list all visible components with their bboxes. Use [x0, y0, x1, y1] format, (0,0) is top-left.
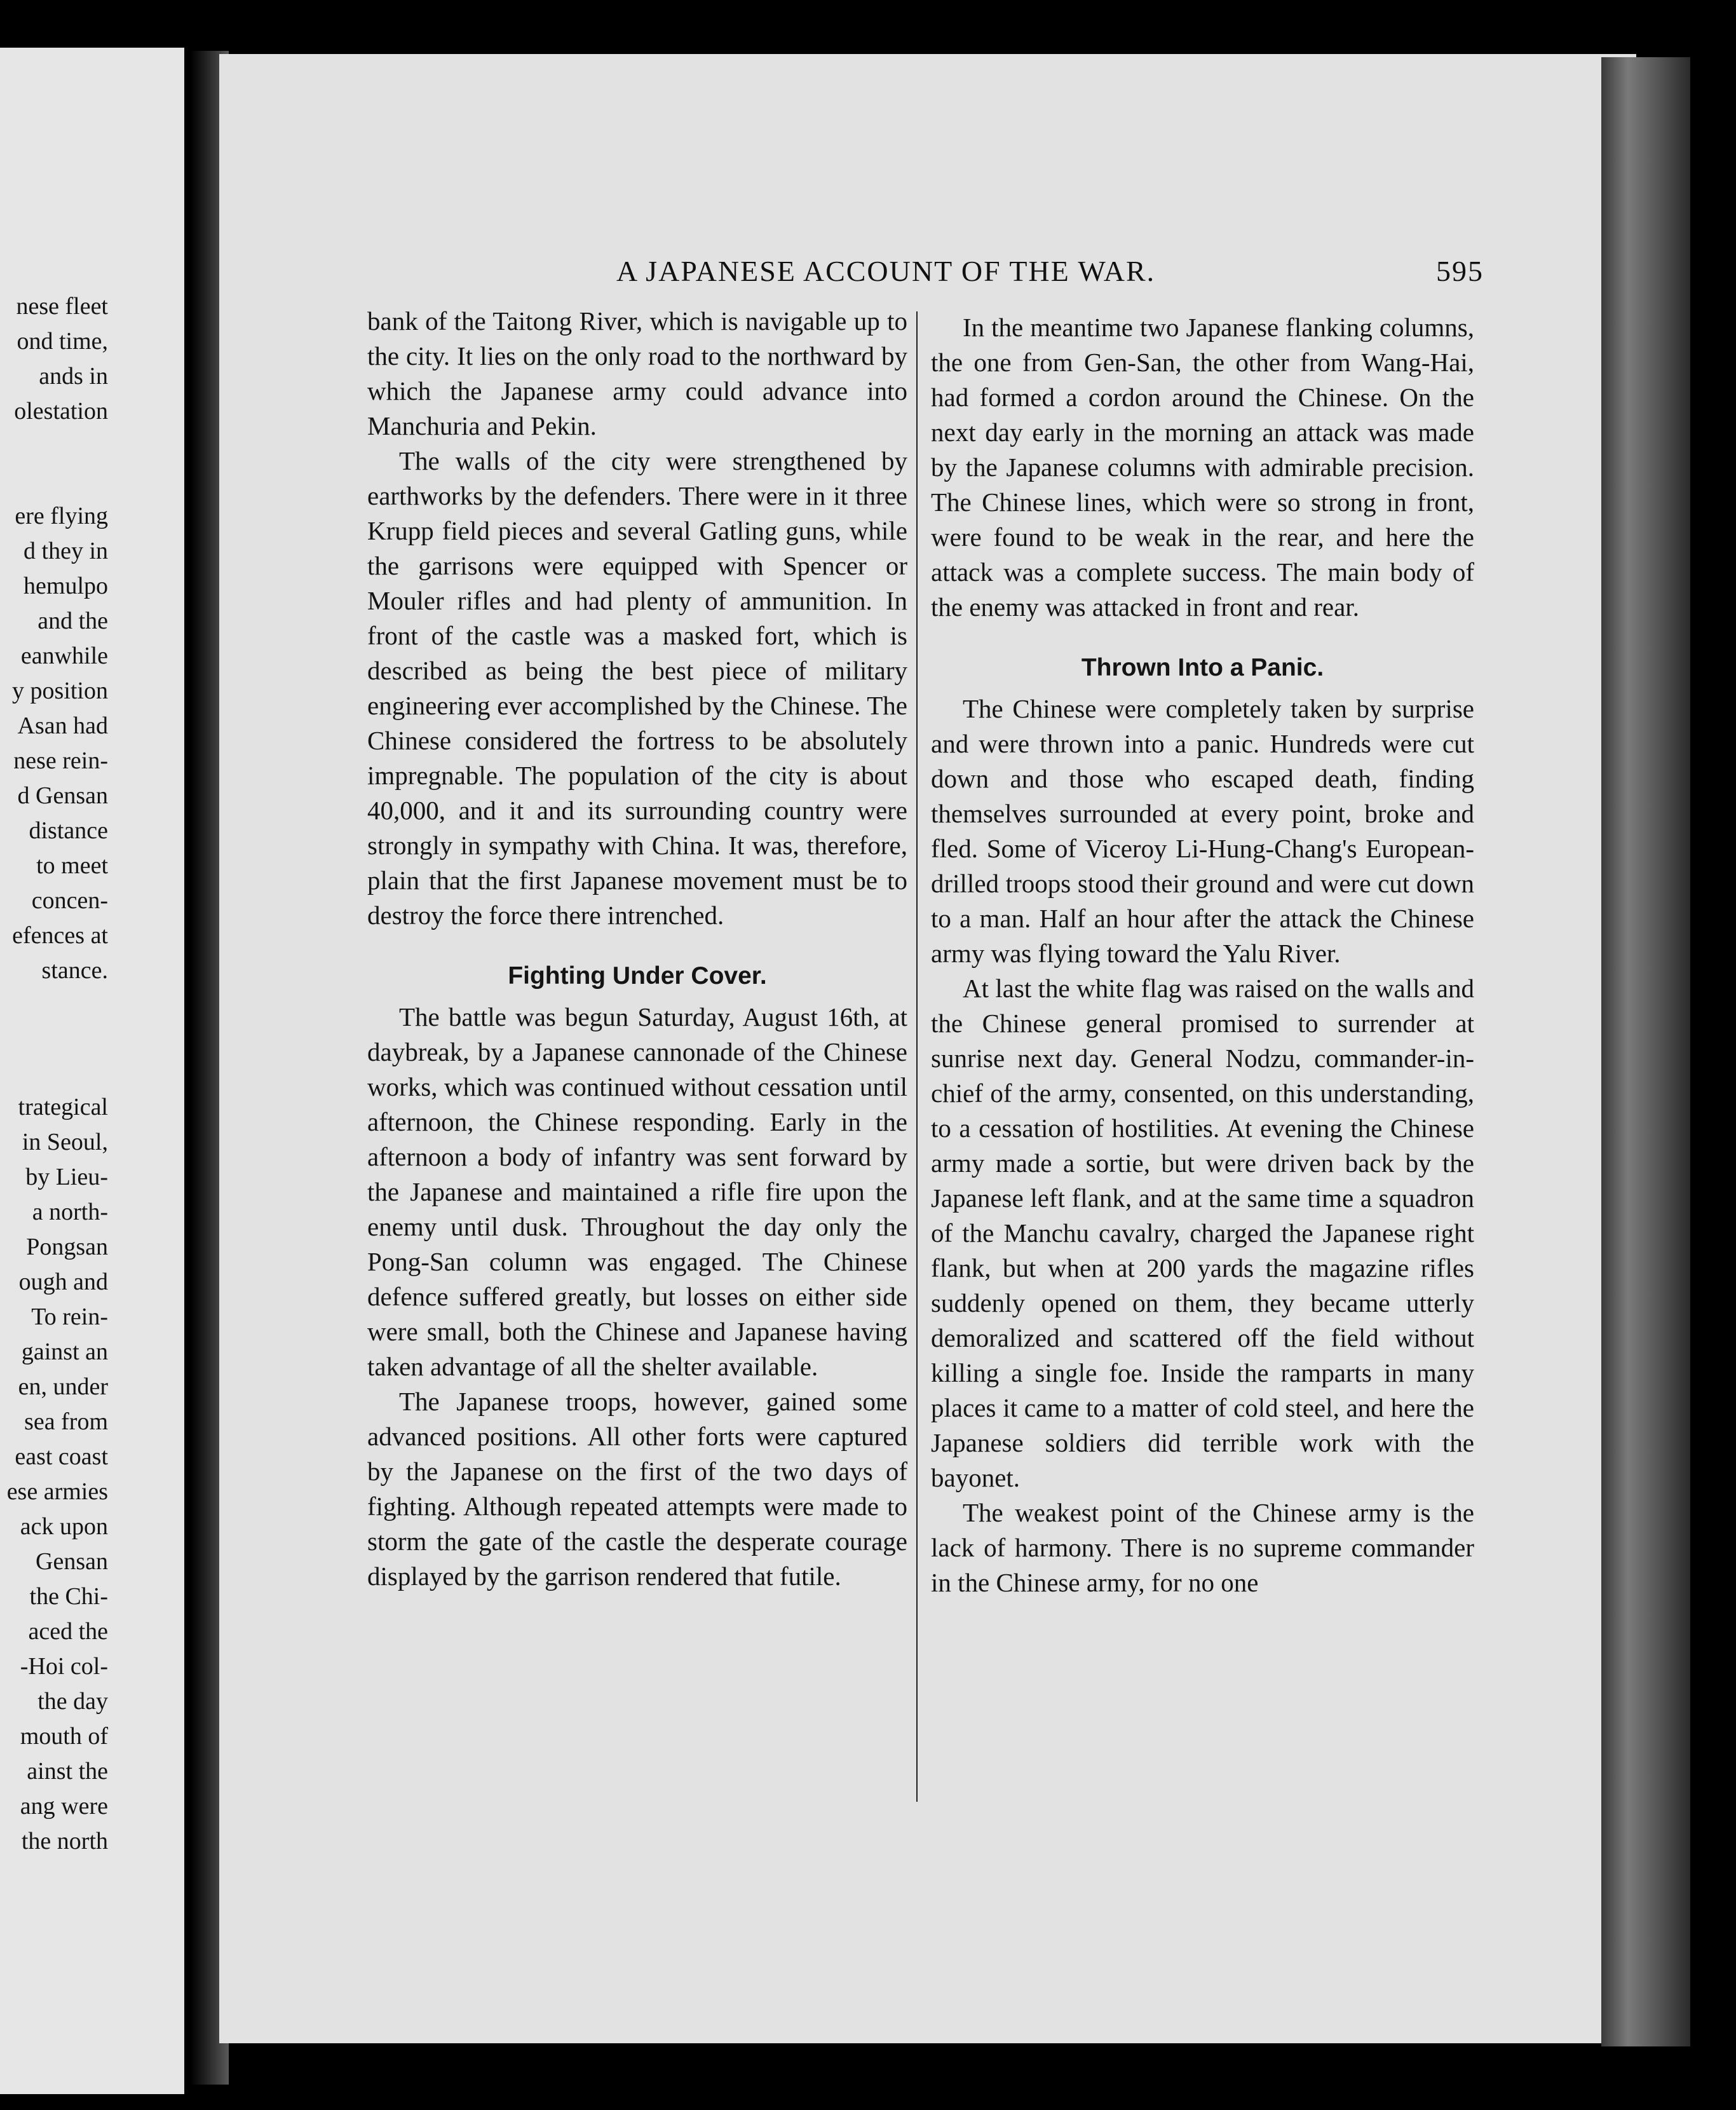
left-page-text: [0, 289, 108, 1859]
left-page-line: a north-: [32, 1199, 108, 1225]
column-divider: [916, 311, 918, 1802]
paragraph: The Japanese troops, however, gained some advanced positions. All other forts were captured by the Japanese on the first of the two days of fighting. Although repeated attempts were made to storm the gate of the castle the desperate courage displayed by the garrison rendered that futile.: [367, 1387, 907, 1591]
left-page-line: the Chi-: [29, 1583, 108, 1610]
left-page-line: to meet: [36, 852, 108, 879]
left-page-line: nese rein-: [13, 747, 108, 774]
left-page-line: Asan had: [17, 712, 108, 739]
paragraph: bank of the Taitong River, which is navigable up to the city. It lies on the only road to the northward by which the Japanese army could advance into Manchuria and Pekin.: [367, 306, 907, 440]
left-page-line: d they in: [24, 538, 108, 564]
paragraph: The Chinese were completely taken by surprise and were thrown into a panic. Hundreds were cut down and those who escaped death, finding themselves surrounded at every point, broke and fled. Some of Viceroy Li-Hung-Chang's European-drilled troops stood their ground and were cut down to a man. Half an hour after the attack the Chinese army was flying toward the Yalu River.: [931, 694, 1474, 968]
left-page-line: eanwhile: [20, 643, 108, 669]
left-page-line: -Hoi col-: [20, 1653, 108, 1680]
left-page-line: ough and: [18, 1269, 108, 1295]
left-page-line: en, under: [18, 1373, 108, 1400]
left-page-line: distance: [29, 817, 108, 844]
left-page-line: y position: [12, 677, 108, 704]
paragraph: At last the white flag was raised on the walls and the Chinese general promised to surrender at sunrise next day. General Nodzu, commander-in-chief of the army, consented, on this understanding, to a cessation of hostilities. At evening the Chinese army made a sortie, but were driven back by the Japanese left flank, and at the same time a squadron of the Manchu cavalry, charged the Japanese right flank, but when at 200 yards the magazine rifles suddenly opened on them, they became utterly demoralized and scattered off the field without killing a single foe. Inside the ramparts in many places it came to a matter of cold steel, and here the Japanese soldiers did terrible work with the bayonet.: [931, 974, 1474, 1492]
left-page-line: and the: [37, 608, 108, 634]
left-page-line: the day: [37, 1688, 108, 1715]
running-title: A JAPANESE ACCOUNT OF THE WAR.: [616, 255, 1156, 287]
left-page-line: mouth of: [20, 1723, 108, 1750]
left-page-line: hemulpo: [24, 573, 108, 599]
left-page-line: aced the: [28, 1618, 108, 1645]
left-page-line: Gensan: [36, 1548, 108, 1575]
left-page-line: olestation: [14, 398, 108, 425]
paragraph: The walls of the city were strengthened by earthworks by the defenders. There were in it three Krupp field pieces and several Gatling guns, while the garrisons were equipped with Spencer or Mouler rifles and had plenty of ammunition. In front of the castle was a masked fort, which is described as being the best piece of military engineering ever accomplished by the Chinese. The Chinese considered the fortress to be absolutely impregnable. The population of the city is about 40,000, and it and its surrounding country were strongly in sympathy with China. It was, therefore, plain that the first Japanese movement must be to destroy the force there intrenched.: [367, 446, 907, 930]
left-page-line: ang were: [20, 1793, 108, 1820]
left-page-line: concen-: [31, 887, 108, 914]
left-page-line: Pongsan: [26, 1234, 108, 1260]
left-page-line: sea from: [24, 1408, 108, 1435]
left-page-line: the north: [21, 1828, 108, 1855]
left-page-line: ond time,: [17, 328, 108, 355]
left-page-line: ese armies: [6, 1478, 108, 1505]
left-page-line: ack upon: [20, 1513, 108, 1540]
left-page-line: east coast: [15, 1443, 108, 1470]
page-number: 595: [1436, 255, 1484, 287]
section-heading: Fighting Under Cover.: [508, 962, 767, 990]
left-page-line: ainst the: [27, 1758, 108, 1785]
paragraph: The battle was begun Saturday, August 16th, at daybreak, by a Japanese cannonade of the Chinese works, which was continued without cessation until afternoon, the Chinese responding. Early in the afternoon a body of infantry was sent forward by the Japanese and maintained a rifle fire upon the enemy until dusk. Throughout the day only the Pong-San column was engaged. The Chinese defence suffered greatly, but losses on either side were small, both the Chinese and Japanese having taken advantage of all the shelter available.: [367, 1002, 907, 1381]
text-column-left: [367, 304, 907, 1594]
left-page-line: in Seoul,: [22, 1129, 108, 1155]
section-heading: Thrown Into a Panic.: [1081, 654, 1324, 681]
left-page-line: gainst an: [21, 1338, 108, 1365]
left-page-line: nese fleet: [16, 293, 108, 320]
page-edge-shadow: [1601, 57, 1690, 2046]
left-page-line: by Lieu-: [25, 1164, 108, 1190]
left-page-line: ands in: [39, 363, 108, 390]
left-page-line: stance.: [41, 957, 108, 984]
left-page-line: efences at: [12, 922, 108, 949]
left-page-line: ere flying: [15, 503, 108, 529]
left-page-line: d Gensan: [17, 782, 108, 809]
paragraph: In the meantime two Japanese flanking columns, the one from Gen-San, the other from Wang-Hai, had formed a cordon around the Chinese. On the next day early in the morning an attack was made by the Japanese columns with admirable precision. The Chinese lines, which were so strong in front, were found to be weak in the rear, and here the attack was a complete success. The main body of the enemy was attacked in front and rear.: [931, 313, 1474, 622]
paragraph: The weakest point of the Chinese army is the lack of harmony. There is no supreme commander in the Chinese army, for no one: [931, 1498, 1474, 1597]
left-page-line: trategical: [18, 1094, 108, 1120]
text-column-right: [931, 310, 1474, 1600]
left-page-line: To rein-: [31, 1303, 108, 1330]
left-page-fragment: [0, 48, 184, 2094]
